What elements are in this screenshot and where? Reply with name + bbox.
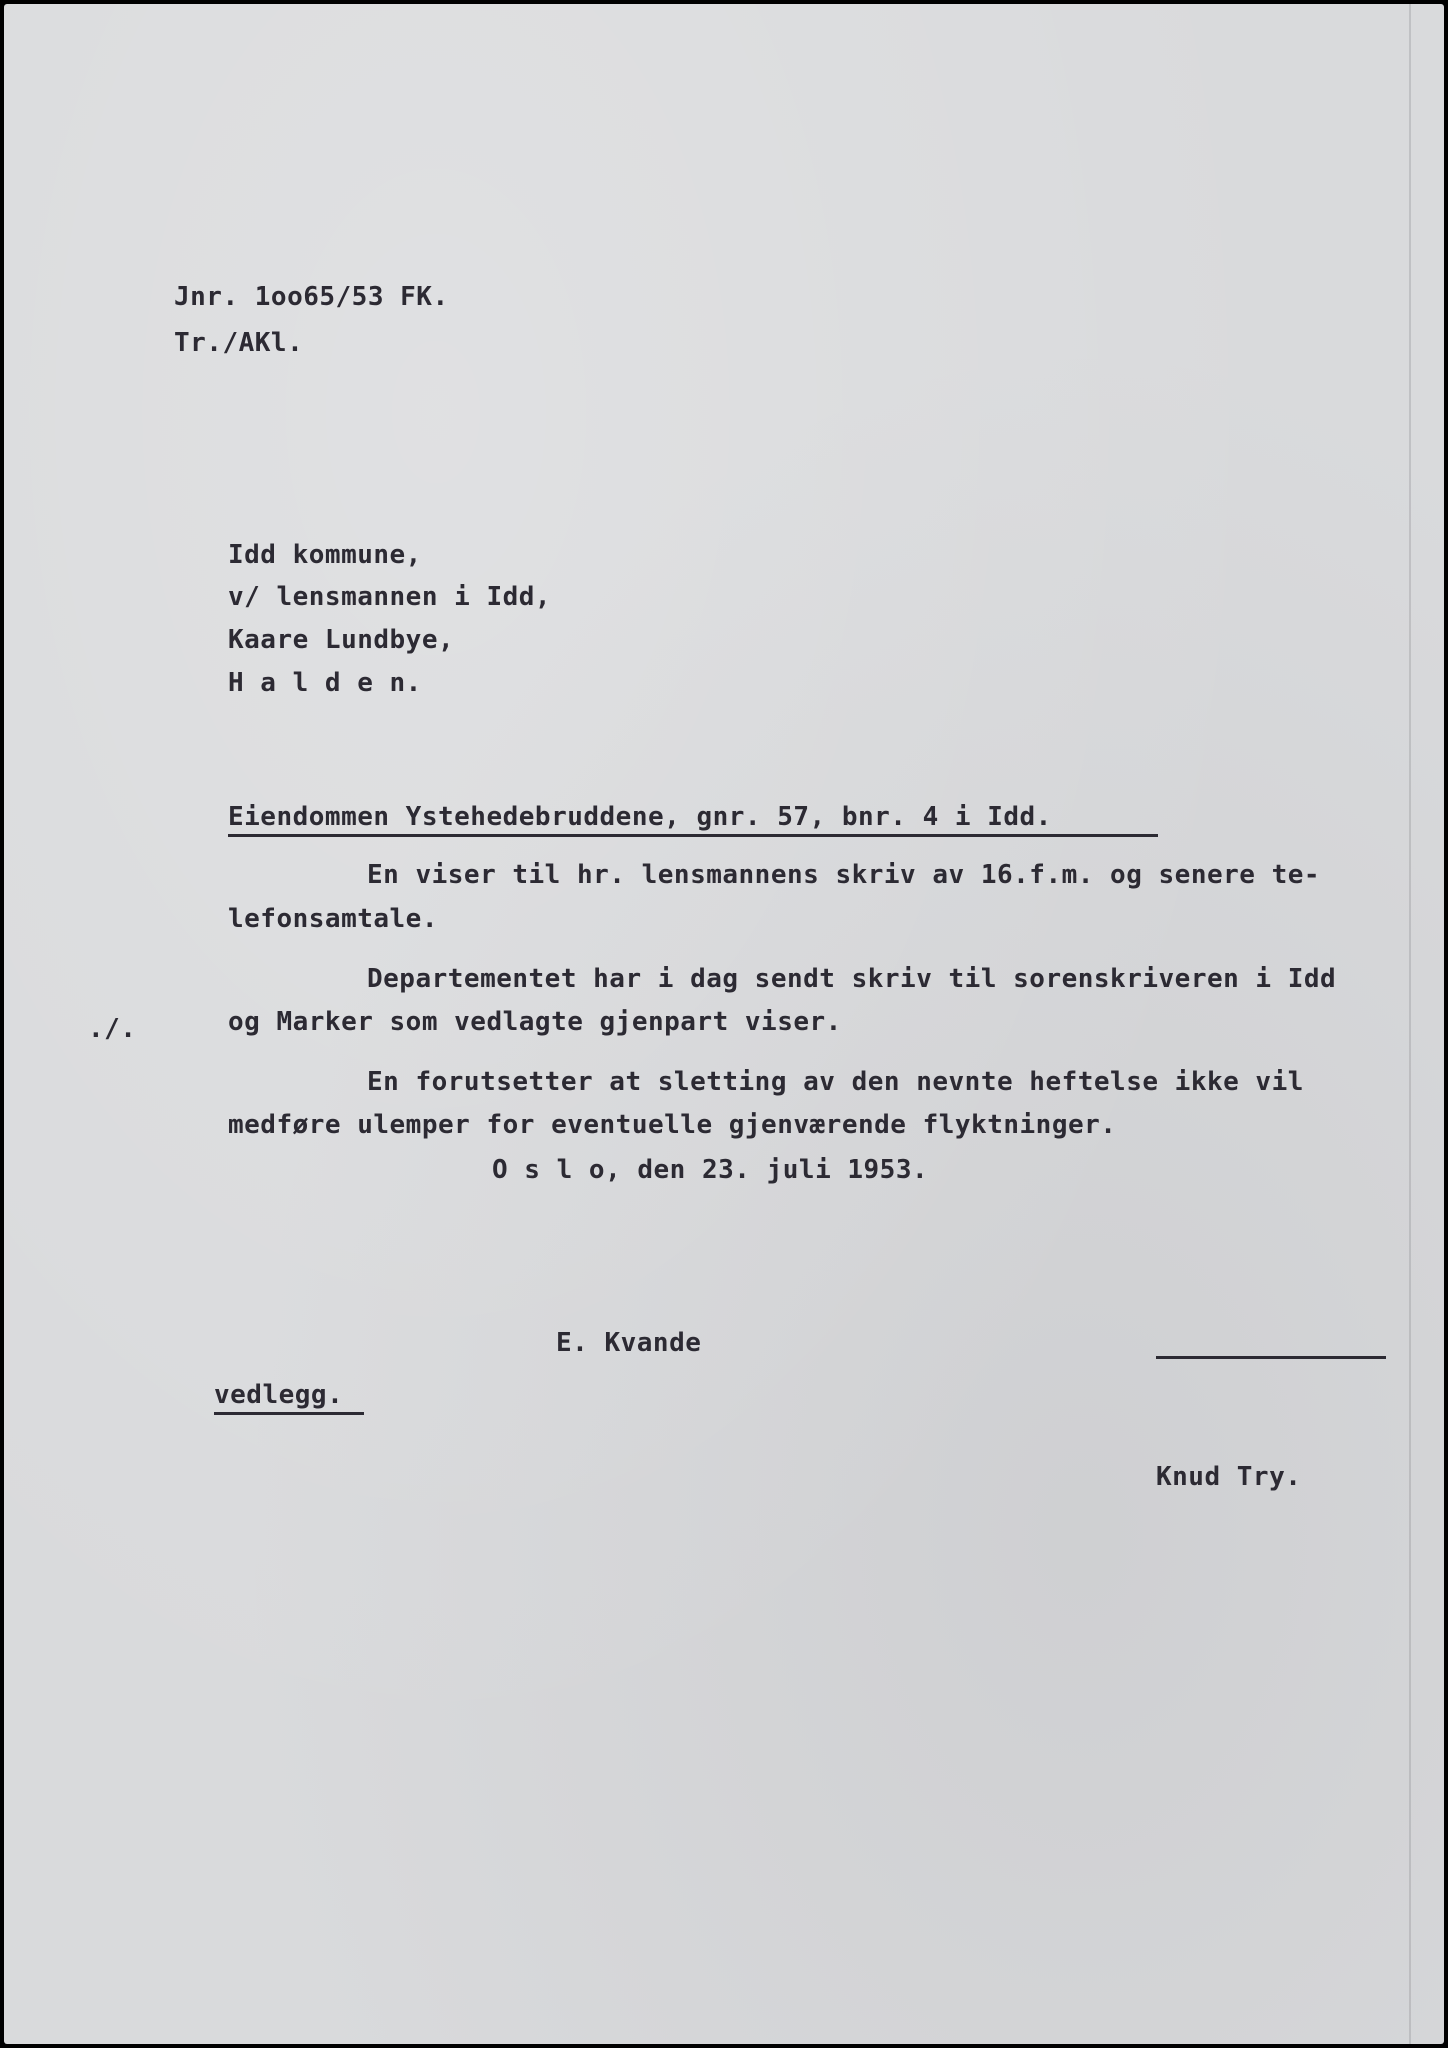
paragraph-1-line-1: En viser til hr. lensmannens skriv av 16.f.m. og senere te-: [367, 860, 1321, 890]
journal-number: Jnr. 1oo65/53 FK.: [174, 282, 449, 312]
paragraph-2-line-1: Departementet har i dag sendt skriv til sorenskriveren i Idd: [367, 964, 1337, 994]
paragraph-1-line-2: lefonsamtale.: [228, 904, 438, 934]
signature-line: [1156, 1356, 1386, 1359]
paragraph-3-line-1: En forutsetter at sletting av den nevnte heftelse ikke vil: [367, 1067, 1304, 1097]
recipient-line-1: Idd kommune,: [228, 540, 422, 570]
reference-code: Tr./AKl.: [174, 328, 304, 358]
paper-fold-line: [1409, 4, 1411, 2044]
attachment-note: vedlegg.: [214, 1382, 364, 1415]
date-line: O s l o, den 23. juli 1953.: [492, 1155, 929, 1185]
recipient-line-4: H a l d e n.: [228, 668, 422, 698]
signatory-1: E. Kvande: [556, 1328, 702, 1358]
enclosure-margin-mark: ./.: [88, 1014, 137, 1044]
recipient-line-2: v/ lensmannen i Idd,: [228, 582, 552, 612]
signatory-2: Knud Try.: [1156, 1462, 1302, 1492]
paragraph-3-line-2: medføre ulemper for eventuelle gjenværende flyktninger.: [228, 1110, 1117, 1140]
subject-line: Eiendommen Ystehedebruddene, gnr. 57, bnr. 4 i Idd.: [228, 804, 1158, 837]
recipient-line-3: Kaare Lundbye,: [228, 625, 455, 655]
paper-sheet: [4, 4, 1444, 2044]
paragraph-2-line-2: og Marker som vedlagte gjenpart viser.: [228, 1007, 842, 1037]
